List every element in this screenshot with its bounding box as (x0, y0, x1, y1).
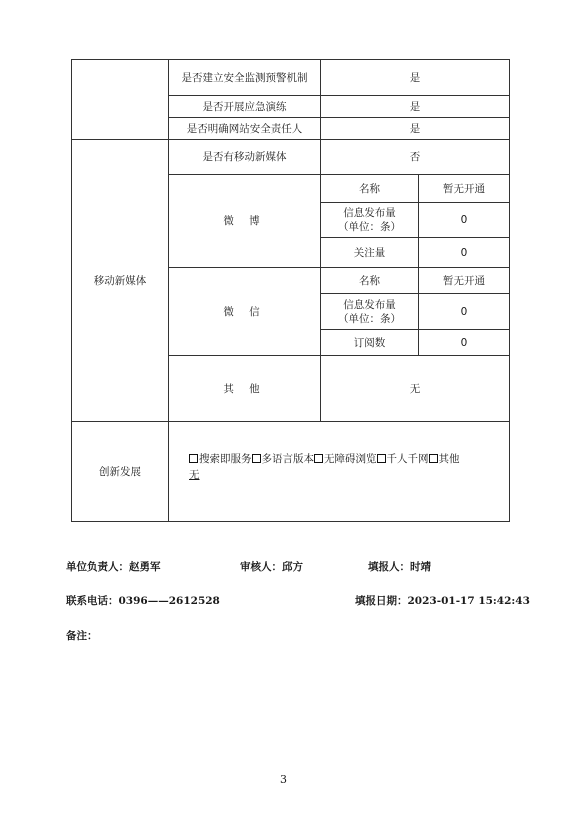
wechat-name-value: 暂无开通 (419, 268, 510, 294)
page-number: 3 (280, 773, 287, 786)
option-label: 搜索即服务 (199, 453, 252, 465)
weibo-followers-label: 关注量 (321, 238, 419, 268)
drill-value: 是 (321, 96, 510, 118)
wechat-name-label: 名称 (321, 268, 419, 294)
mobile-section-label: 移动新媒体 (72, 140, 169, 422)
weibo-name-value: 暂无开通 (419, 175, 510, 203)
weibo-label: 微 博 (169, 175, 321, 268)
innovation-options-cell (169, 422, 510, 522)
monitoring-value: 是 (321, 60, 510, 96)
checkbox-icon[interactable] (252, 454, 261, 463)
responsible-value: 是 (321, 118, 510, 140)
monitoring-label: 是否建立安全监测预警机制 (169, 60, 321, 96)
report-table (71, 59, 510, 522)
remarks-field: 备注： (66, 630, 98, 642)
responsible-label: 是否明确网站安全责任人 (169, 118, 321, 140)
wechat-posts-value: 0 (419, 294, 510, 330)
option-search-service[interactable] (189, 453, 252, 465)
innovation-other-value: 无 (189, 469, 200, 481)
wechat-posts-label-line2: （单位：条） (338, 312, 401, 325)
date-field: 填报日期：2023-01-17 15:42:43 (355, 595, 530, 607)
innovation-options (189, 452, 509, 466)
reviewer-field: 审核人：邱方 (240, 561, 303, 573)
option-label: 无障碍浏览 (324, 453, 377, 465)
wechat-posts-label-line1: 信息发布量 (343, 298, 396, 311)
wechat-posts-label (321, 294, 419, 330)
weibo-name-label: 名称 (321, 175, 419, 203)
leader-field: 单位负责人：赵勇军 (66, 561, 161, 573)
has-mobile-label: 是否有移动新媒体 (169, 140, 321, 175)
wechat-label: 微 信 (169, 268, 321, 356)
weibo-followers-value: 0 (419, 238, 510, 268)
security-section-cell (72, 60, 169, 140)
other-media-label: 其 他 (169, 356, 321, 422)
wechat-subscribers-label: 订阅数 (321, 330, 419, 356)
option-personalization[interactable] (377, 453, 429, 465)
checkbox-icon[interactable] (314, 454, 323, 463)
weibo-posts-value: 0 (419, 203, 510, 238)
option-accessibility[interactable] (314, 453, 377, 465)
has-mobile-value: 否 (321, 140, 510, 175)
innovation-section-label: 创新发展 (72, 422, 169, 522)
weibo-posts-label-line2: （单位：条） (338, 221, 401, 233)
checkbox-icon[interactable] (189, 454, 198, 463)
drill-label: 是否开展应急演练 (169, 96, 321, 118)
option-label: 多语言版本 (261, 453, 314, 465)
option-label: 其他 (438, 453, 460, 465)
phone-field: 联系电话：0396——2612528 (66, 595, 220, 607)
checkbox-icon[interactable] (377, 454, 386, 463)
weibo-posts-label-line1: 信息发布量 (343, 207, 396, 219)
other-media-value: 无 (321, 356, 510, 422)
weibo-posts-label (321, 203, 419, 238)
option-other[interactable] (429, 453, 460, 465)
option-multilingual[interactable] (252, 453, 315, 465)
checkbox-icon[interactable] (429, 454, 438, 463)
wechat-subscribers-value: 0 (419, 330, 510, 356)
option-label: 千人千网 (386, 453, 429, 465)
filler-field: 填报人：时靖 (368, 561, 431, 573)
